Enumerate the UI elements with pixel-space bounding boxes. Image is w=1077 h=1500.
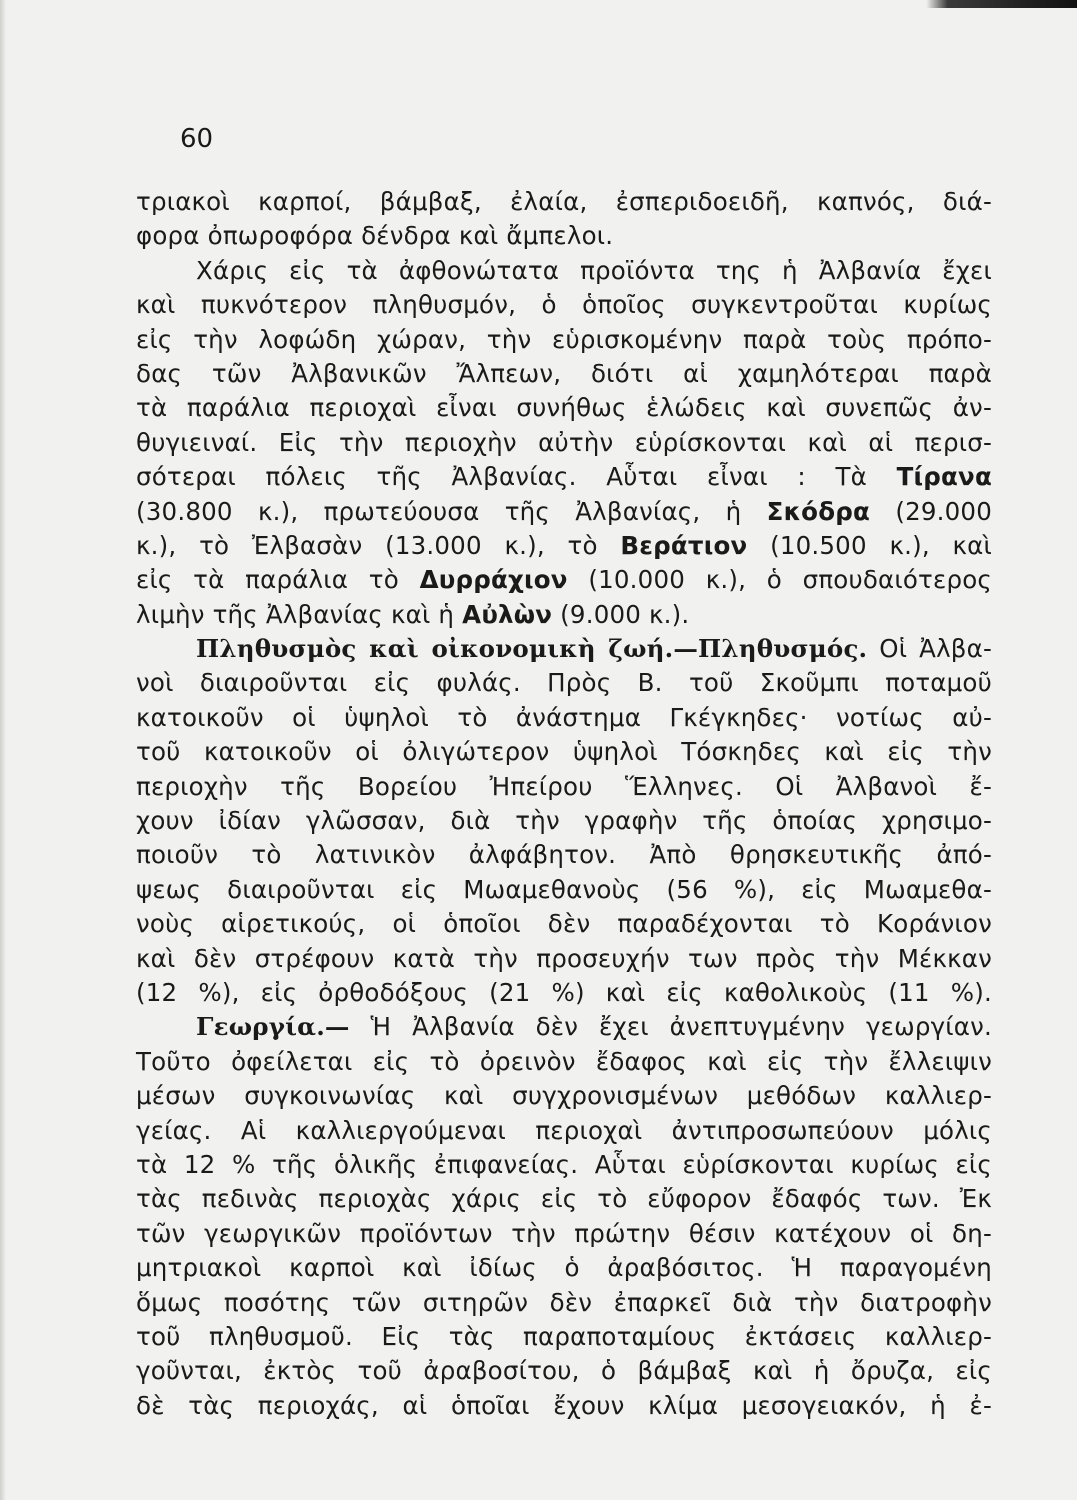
city-durres: Δυρράχιον bbox=[419, 565, 568, 595]
page-edge-left bbox=[0, 0, 6, 1500]
heading-population: Πληθυσμὸς καὶ οἰκονομικὴ ζωή.—Πληθυσμός. bbox=[196, 634, 868, 664]
text-line: σότεραι πόλεις τῆς Ἀλβανίας. Αὗται εἶναι : Τὰ Τίρανα bbox=[136, 462, 992, 492]
city-tirana: Τίρανα bbox=[896, 462, 992, 492]
text-line: ψεως διαιροῦνται εἰς Μωαμεθανοὺς (56 %), εἰς Μωαμεθα- bbox=[136, 874, 992, 904]
text-line: νοὶ διαιροῦνται εἰς φυλάς. Πρὸς Β. τοῦ Σκοῦμπι ποταμοῦ bbox=[136, 668, 992, 698]
text-line: τὰς πεδινὰς περιοχὰς χάρις εἰς τὸ εὔφορον ἔδαφός των. Ἐκ bbox=[136, 1184, 992, 1214]
text-line: καὶ πυκνότερον πληθυσμόν, ὁ ὁποῖος συγκεντροῦται κυρίως bbox=[136, 290, 992, 320]
text-line: τοῦ πληθυσμοῦ. Εἰς τὰς παραποταμίους ἐκτάσεις καλλιερ- bbox=[136, 1321, 992, 1351]
page-edge-top bbox=[0, 0, 1077, 8]
city-berat: Βεράτιον bbox=[620, 530, 748, 560]
line-text: κ.), τὸ Ἐλβασὰν (13.000 κ.), τὸ bbox=[136, 530, 598, 560]
text-line: τὰ 12 % τῆς ὁλικῆς ἐπιφανείας. Αὗται εὑρίσκονται κυρίως εἰς bbox=[136, 1149, 992, 1179]
text-line bbox=[136, 598, 992, 632]
text-line: κατοικοῦν οἱ ὑψηλοὶ τὸ ἀνάστημα Γκέγκηδες· νοτίως αὐ- bbox=[136, 702, 992, 732]
text-line: εἰς τὴν λοφώδη χώραν, τὴν εὑρισκομένην παρὰ τοὺς πρόπο- bbox=[136, 324, 992, 354]
text-line bbox=[136, 632, 992, 666]
city-shkodra: Σκόδρα bbox=[766, 496, 871, 526]
text-line: δας τῶν Ἀλβανικῶν Ἄλπεων, διότι αἱ χαμηλότεραι παρὰ bbox=[136, 358, 992, 388]
text-line: Χάρις εἰς τὰ ἀφθονώτατα προϊόντα της ἡ Ἀλβανία ἔχει bbox=[196, 255, 992, 285]
heading-agriculture: Γεωργία.— bbox=[196, 1012, 350, 1042]
text-line: τριακοὶ καρποί, βάμβαξ, ἐλαία, ἐσπεριδοειδῆ, καπνός, διά- bbox=[136, 187, 992, 216]
text-line: μητριακοὶ καρποὶ καὶ ἰδίως ὁ ἀραβόσιτος. Ἡ παραγομένη bbox=[136, 1253, 992, 1283]
text-line: Τοῦτο ὀφείλεται εἰς τὸ ὀρεινὸν ἔδαφος καὶ εἰς τὴν ἔλλειψιν bbox=[136, 1046, 992, 1076]
text-line: περιοχὴν τῆς Βορείου Ἠπείρου Ἕλληνες. Οἱ Ἀλβανοὶ ἔ- bbox=[136, 771, 992, 801]
text-line: τὰ παράλια περιοχαὶ εἶναι συνήθως ἑλώδεις καὶ συνεπῶς ἀν- bbox=[136, 393, 992, 423]
text-line: τοῦ κατοικοῦν οἱ ὀλιγώτερον ὑψηλοὶ Τόσκηδες καὶ εἰς τὴν bbox=[136, 737, 992, 767]
city-vlore-pop: (9.000 κ.). bbox=[560, 599, 690, 629]
text-line: (12 %), εἰς ὀρθοδόξους (21 %) καὶ εἰς καθολικοὺς (11 %). bbox=[136, 977, 992, 1007]
line-text: εἰς τὰ παράλια τὸ bbox=[136, 565, 399, 595]
text-line: ὅμως ποσότης τῶν σιτηρῶν δὲν ἐπαρκεῖ διὰ τὴν διατροφὴν bbox=[136, 1287, 992, 1317]
text-line: φορα ὀπωροφόρα δένδρα καὶ ἄμπελοι. bbox=[136, 221, 614, 251]
body-text bbox=[136, 185, 992, 1423]
text-line: θυγιειναί. Εἰς τὴν περιοχὴν αὐτὴν εὑρίσκονται καὶ αἱ περισ- bbox=[136, 427, 992, 457]
page-number: 60 bbox=[180, 124, 214, 154]
text-line: τῶν γεωργικῶν προϊόντων τὴν πρώτην θέσιν κατέχουν οἱ δη- bbox=[136, 1218, 992, 1248]
text-line: καὶ δὲν στρέφουν κατὰ τὴν προσευχήν των πρὸς τὴν Μέκκαν bbox=[136, 943, 992, 973]
text-line bbox=[136, 1010, 992, 1044]
text-line bbox=[136, 563, 992, 597]
text-line: χουν ἰδίαν γλῶσσαν, διὰ τὴν γραφὴν τῆς ὁποίας χρησιμο- bbox=[136, 806, 992, 836]
text-line: δὲ τὰς περιοχάς, αἱ ὁποῖαι ἔχουν κλίμα μεσογειακόν, ἡ ἐ- bbox=[136, 1390, 992, 1420]
text-line: ποιοῦν τὸ λατινικὸν ἀλφάβητον. Ἀπὸ θρησκευτικῆς ἀπό- bbox=[136, 840, 992, 870]
city-vlore: Αὐλὼν bbox=[462, 599, 553, 629]
text-line: μέσων συγκοινωνίας καὶ συγχρονισμένων μεθόδων καλλιερ- bbox=[136, 1081, 992, 1111]
text-line: γείας. Αἱ καλλιεργούμεναι περιοχαὶ ἀντιπροσωπεύουν μόλις bbox=[136, 1115, 992, 1145]
text-line bbox=[136, 495, 992, 529]
city-berat-pop: (10.500 κ.), καὶ bbox=[770, 530, 992, 560]
line-text: (30.800 κ.), πρωτεύουσα τῆς Ἀλβανίας, ἡ bbox=[136, 496, 742, 526]
line-text: Ἡ Ἀλβανία δὲν ἔχει ἀνεπτυγμένην γεωργίαν. bbox=[370, 1012, 992, 1042]
city-shkodra-pop: (29.000 bbox=[895, 496, 992, 526]
line-text: Οἱ Ἀλβα- bbox=[879, 634, 992, 664]
text-line bbox=[136, 529, 992, 563]
text-line: νοὺς αἱρετικούς, οἱ ὁποῖοι δὲν παραδέχονται τὸ Κοράνιον bbox=[136, 909, 992, 939]
text-line: γοῦνται, ἐκτὸς τοῦ ἀραβοσίτου, ὁ βάμβαξ καὶ ἡ ὄρυζα, εἰς bbox=[136, 1356, 992, 1386]
line-text: σότεραι πόλεις τῆς Ἀλβανίας. Αὗται εἶναι : bbox=[136, 462, 806, 492]
city-durres-pop: (10.000 κ.), ὁ σπουδαιότερος bbox=[588, 565, 992, 595]
line-text: λιμὴν τῆς Ἀλβανίας καὶ ἡ bbox=[136, 599, 455, 629]
